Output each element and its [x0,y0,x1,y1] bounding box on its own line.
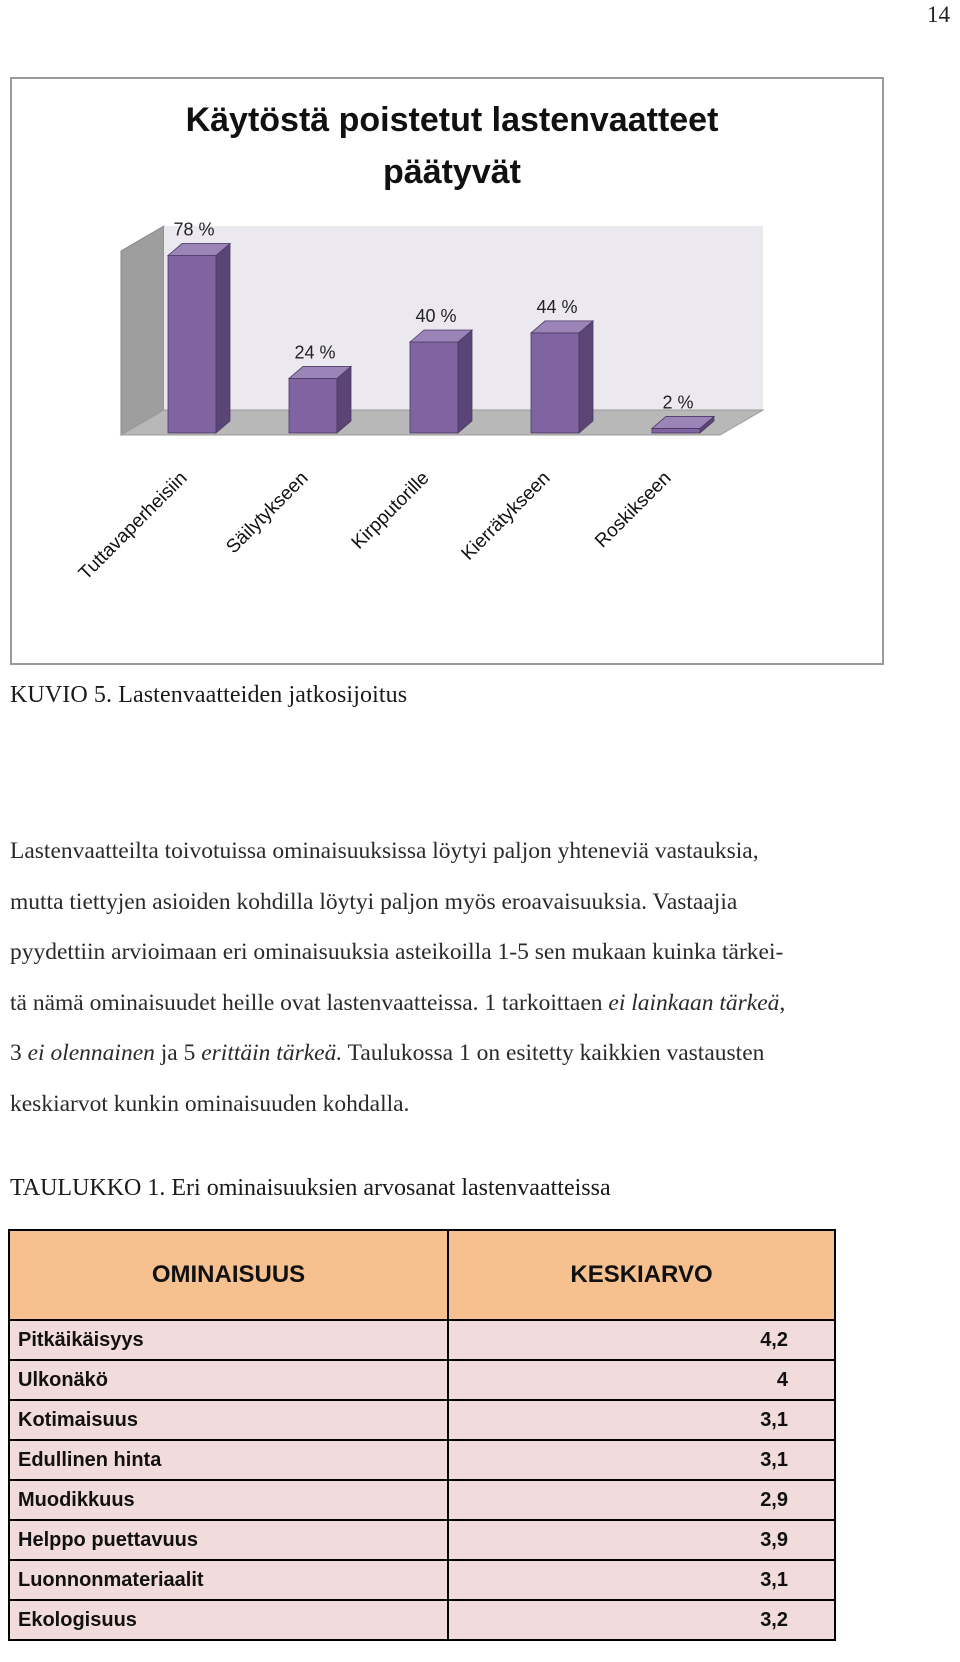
average-cell: 3,1 [448,1400,835,1440]
category-label: Roskikseen [591,467,676,552]
category-label: Säilytykseen [222,467,313,558]
bar-chart [12,79,882,663]
paragraph-emphasis: erittäin tärkeä. [201,1040,343,1066]
property-cell: Ulkonäkö [9,1360,448,1400]
average-cell: 3,2 [448,1600,835,1640]
chart-side-wall [121,226,164,435]
table-row [9,1320,835,1360]
average-cell: 4,2 [448,1320,835,1360]
property-cell: Luonnonmateriaalit [9,1560,448,1600]
paragraph-text: tä nämä ominaisuudet heille ovat lastenvaatteissa. 1 tarkoittaen [10,989,609,1016]
body-paragraph [10,826,940,1129]
paragraph-line [10,1028,940,1079]
figure-caption: KUVIO 5. Lastenvaatteiden jatkosijoitus [10,682,408,708]
average-cell: 3,1 [448,1440,835,1480]
table-row [9,1560,835,1600]
paragraph-emphasis: ei olennainen [27,1040,155,1066]
bar-front-4 [652,428,700,433]
property-cell: Edullinen hinta [9,1440,448,1480]
chart-category-labels [75,468,676,585]
average-cell: 2,9 [448,1480,835,1520]
paragraph-line [10,978,940,1029]
data-label: 40 % [415,306,457,326]
property-cell: Kotimaisuus [9,1400,448,1440]
bar-front-3 [531,333,579,433]
table-row [9,1600,835,1640]
bar-front-0 [168,256,216,433]
chart-title-line-1: Käytöstä poistetut lastenvaatteet [185,101,719,139]
table-row [9,1520,835,1560]
paragraph-text: , [779,989,786,1016]
chart-title-line-2: päätyvät [383,153,521,191]
page-number: 14 [927,2,950,27]
average-cell: 3,1 [448,1560,835,1600]
property-cell: Helppo puettavuus [9,1520,448,1560]
column-header-property: OMINAISUUS [9,1230,448,1320]
data-label: 24 % [294,342,336,363]
data-label: 78 % [173,219,215,240]
property-cell: Pitkäikäisyys [9,1320,448,1360]
paragraph-text: ja 5 [154,1040,202,1066]
column-header-average: KESKIARVO [448,1230,835,1320]
paragraph-line: Lastenvaatteilta toivotuissa ominaisuuksissa löytyi paljon yhteneviä vastauksia, [10,838,759,864]
property-cell: Ekologisuus [9,1600,448,1640]
table-row [9,1480,835,1520]
bar-side-0 [216,244,230,433]
category-label: Kierrätykseen [457,467,555,565]
property-cell: Muodikkuus [9,1480,448,1520]
paragraph-emphasis: ei lainkaan tärkeä [608,989,780,1016]
paragraph-line: mutta tiettyjen asioiden kohdilla löytyi paljon myös eroavaisuuksia. Vastaajia [10,888,738,915]
table-row [9,1360,835,1400]
paragraph-text: 3 [10,1040,28,1066]
table-caption: TAULUKKO 1. Eri ominaisuuksien arvosanat lastenvaatteissa [10,1175,611,1201]
category-label: Tuttavaperheisiin [74,467,192,585]
bar-side-3 [579,321,593,433]
table-row [9,1440,835,1480]
table-header-row [9,1230,835,1320]
data-label: 2 % [662,392,694,413]
bar-side-2 [458,330,472,433]
ratings-table [8,1229,836,1641]
paragraph-line: pyydettiin arvioimaan eri ominaisuuksia asteikoilla 1-5 sen mukaan kuinka tärkei- [10,939,784,965]
average-cell: 4 [448,1360,835,1400]
bar-front-2 [410,342,458,433]
category-label: Kirpputorille [347,467,434,554]
bar-front-1 [289,378,337,433]
paragraph-text: Taulukossa 1 on esitetty kaikkien vastausten [342,1040,765,1066]
data-label: 44 % [536,296,578,317]
average-cell: 3,9 [448,1520,835,1560]
table-row [9,1400,835,1440]
chart-frame [10,77,884,665]
paragraph-line: keskiarvot kunkin ominaisuuden kohdalla. [10,1090,410,1117]
